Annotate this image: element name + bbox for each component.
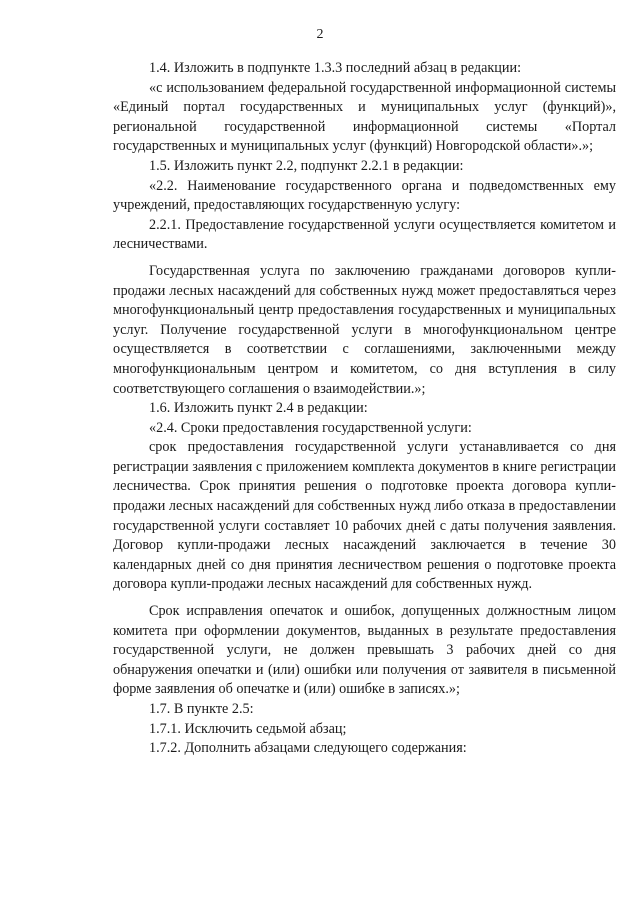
document-body [113,59,616,759]
paragraph-1-4: 1.4. Изложить в подпункте 1.3.3 последний абзац в редакции: [149,60,522,76]
paragraph-term: срок предоставления государственной услуги устанавливается со дня регистрации заявления с приложением комплекта документов в книге регистрации лесничества. Срок принятия решения о подготовке проекта договора купли-продажи лесных насаждений для собственных нужд либо отказа в предоставлении государственной услуги составляет 10 рабочих дней с даты получения заявления. Договор купли-продажи лесных насаждений заключается в течение 30 календарных дней со дня принятия лесничеством решения о подготовке проекта договора купли-продажи лесных насаждений для собственных нужд. [113,439,616,593]
paragraph-2-2: «2.2. Наименование государственного органа и подведомственных ему учреждений, предоставляющих государственную услугу: [113,177,616,214]
paragraph-1-7: 1.7. В пункте 2.5: [149,701,254,717]
paragraph-1-7-2: 1.7.2. Дополнить абзацами следующего содержания: [149,740,467,757]
paragraph-2-2-1: 2.2.1. Предоставление государственной услуги осуществляется комитетом и лесничествами. [113,216,616,253]
paragraph-2-4: «2.4. Сроки предоставления государственной услуги: [149,419,472,436]
paragraph-1-4-quote: «с использованием федеральной государственной информационной системы «Единый портал государственных и муниципальных услуг (функций)», региональной государственной информационной системы «Портал государственных и муниципальных услуг (функций) Новгородской области».»; [113,79,616,155]
paragraph-corrections: Срок исправления опечаток и ошибок, допущенных должностным лицом комитета при оформлении документов, выданных в результате предоставления государственной услуги, не должен превышать 3 рабочих дней со дня обнаружения опечатки и (или) ошибки или получения от заявителя в письменной форме заявления об опечатке и (или) ошибке в записях.»; [113,603,616,698]
paragraph-1-7-1: 1.7.1. Исключить седьмой абзац; [149,720,347,737]
paragraph-1-5: 1.5. Изложить пункт 2.2, подпункт 2.2.1 в редакции: [149,157,464,174]
page-number: 2 [316,27,324,42]
paragraph-1-6: 1.6. Изложить пункт 2.4 в редакции: [149,400,368,417]
paragraph-mfc: Государственная услуга по заключению гражданами договоров купли-продажи лесных насаждений для собственных нужд может предоставляться через многофункциональный центр предоставления государственных и муниципальных услуг. Получение государственной услуги в многофункциональном центре осуществляется в соответствии с соглашениями, заключенными между многофункциональным центром и комитетом, со дня вступления в силу соответствующего соглашения о взаимодействии.»; [113,262,616,397]
